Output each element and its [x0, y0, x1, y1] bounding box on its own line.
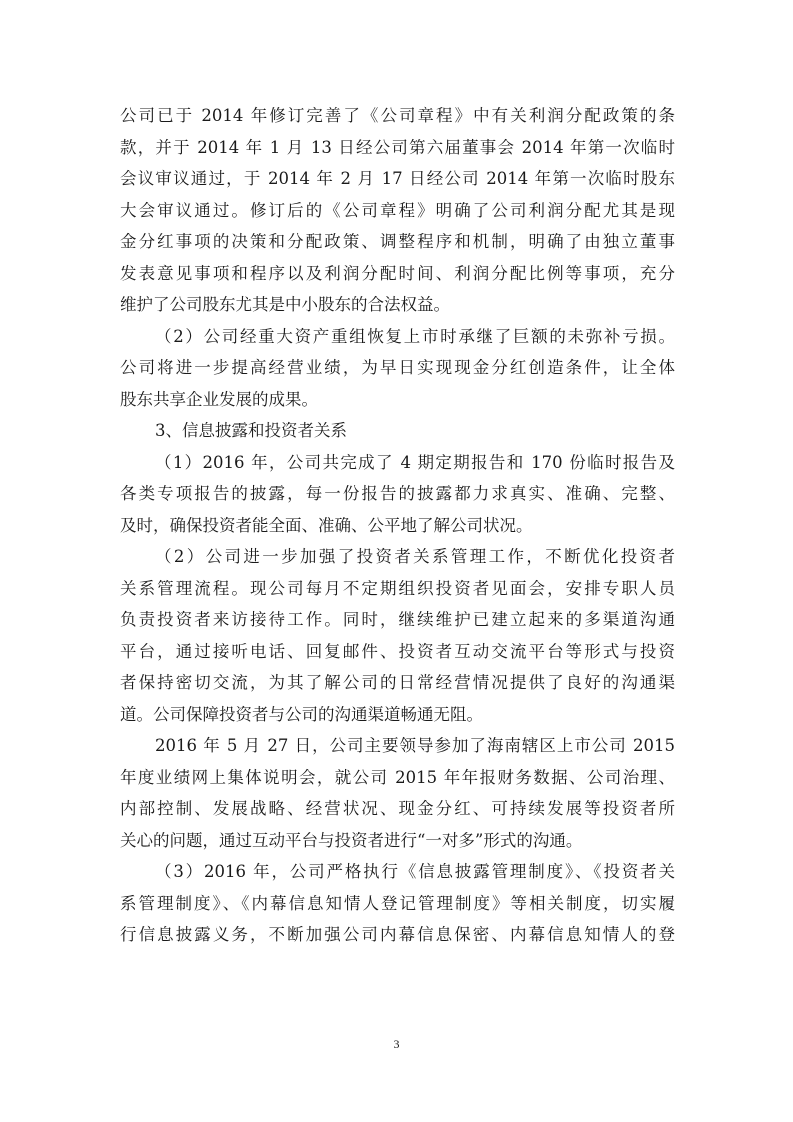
text-line: 股东共享企业发展的成果。 [120, 389, 318, 409]
text-line: 内部控制、发展战略、经营状况、现金分红、可持续发展等投资者所 [120, 799, 675, 818]
paragraph [120, 856, 675, 951]
text-line: 行信息披露义务，不断加强公司内幕信息保密、内幕信息知情人的登 [120, 925, 675, 944]
text-line: 大会审议通过。修订后的《公司章程》明确了公司利润分配尤其是现 [120, 200, 675, 220]
text-line: （2）公司进一步加强了投资者关系管理工作，不断优化投资者 [155, 547, 675, 566]
text-line: 关心的问题，通过互动平台与投资者进行“一对多”形式的沟通。 [120, 830, 583, 850]
paragraph [120, 730, 675, 856]
paragraph [120, 541, 675, 730]
section-heading [120, 415, 675, 447]
text-line: 发表意见事项和程序以及利润分配时间、利润分配比例等事项，充分 [120, 263, 675, 283]
text-line: 各类专项报告的披露，每一份报告的披露都力求真实、准确、完整、 [120, 484, 675, 503]
paragraph [120, 447, 675, 542]
paragraph [120, 100, 675, 321]
text-line: 2016 年 5 月 27 日，公司主要领导参加了海南辖区上市公司 2015 [155, 736, 675, 755]
text-line: 会议审议通过，于 2014 年 2 月 17 日经公司 2014 年第一次临时股东 [120, 169, 675, 188]
text-line: 系管理制度》、《内幕信息知情人登记管理制度》等相关制度，切实履 [120, 893, 675, 913]
text-line: （2）公司经重大资产重组恢复上市时承继了巨额的未弥补亏损。 [155, 326, 675, 346]
text-line: （3）2016 年，公司严格执行《信息披露管理制度》、《投资者关 [155, 862, 675, 881]
text-line: 平台，通过接听电话、回复邮件、投资者互动交流平台等形式与投资 [120, 641, 675, 661]
text-line: （1）2016 年，公司共完成了 4 期定期报告和 170 份临时报告及 [155, 452, 675, 472]
page-number: 3 [393, 1037, 400, 1051]
paragraph [120, 321, 675, 416]
body-text [120, 100, 675, 951]
heading-text: 3、信息披露和投资者关系 [155, 421, 347, 440]
text-line: 年度业绩网上集体说明会，就公司 2015 年年报财务数据、公司治理、 [120, 767, 675, 787]
text-line: 道。公司保障投资者与公司的沟通渠道畅通无阻。 [120, 704, 483, 724]
text-line: 及时，确保投资者能全面、准确、公平地了解公司状况。 [120, 515, 533, 535]
text-line: 负责投资者来访接待工作。同时，继续维护已建立起来的多渠道沟通 [120, 610, 675, 629]
text-line: 者保持密切交流，为其了解公司的日常经营情况提供了良好的沟通渠 [120, 673, 675, 692]
text-line: 公司将进一步提高经营业绩，为早日实现现金分红创造条件，让全体 [120, 358, 675, 377]
text-line: 公司已于 2014 年修订完善了《公司章程》中有关利润分配政策的条 [120, 106, 675, 125]
text-line: 款，并于 2014 年 1 月 13 日经公司第六届董事会 2014 年第一次临时 [120, 137, 675, 157]
text-line: 关系管理流程。现公司每月不定期组织投资者见面会，安排专职人员 [120, 578, 675, 598]
text-line: 金分红事项的决策和分配政策、调整程序和机制，明确了由独立董事 [120, 232, 675, 251]
text-line: 维护了公司股东尤其是中小股东的合法权益。 [120, 295, 450, 314]
